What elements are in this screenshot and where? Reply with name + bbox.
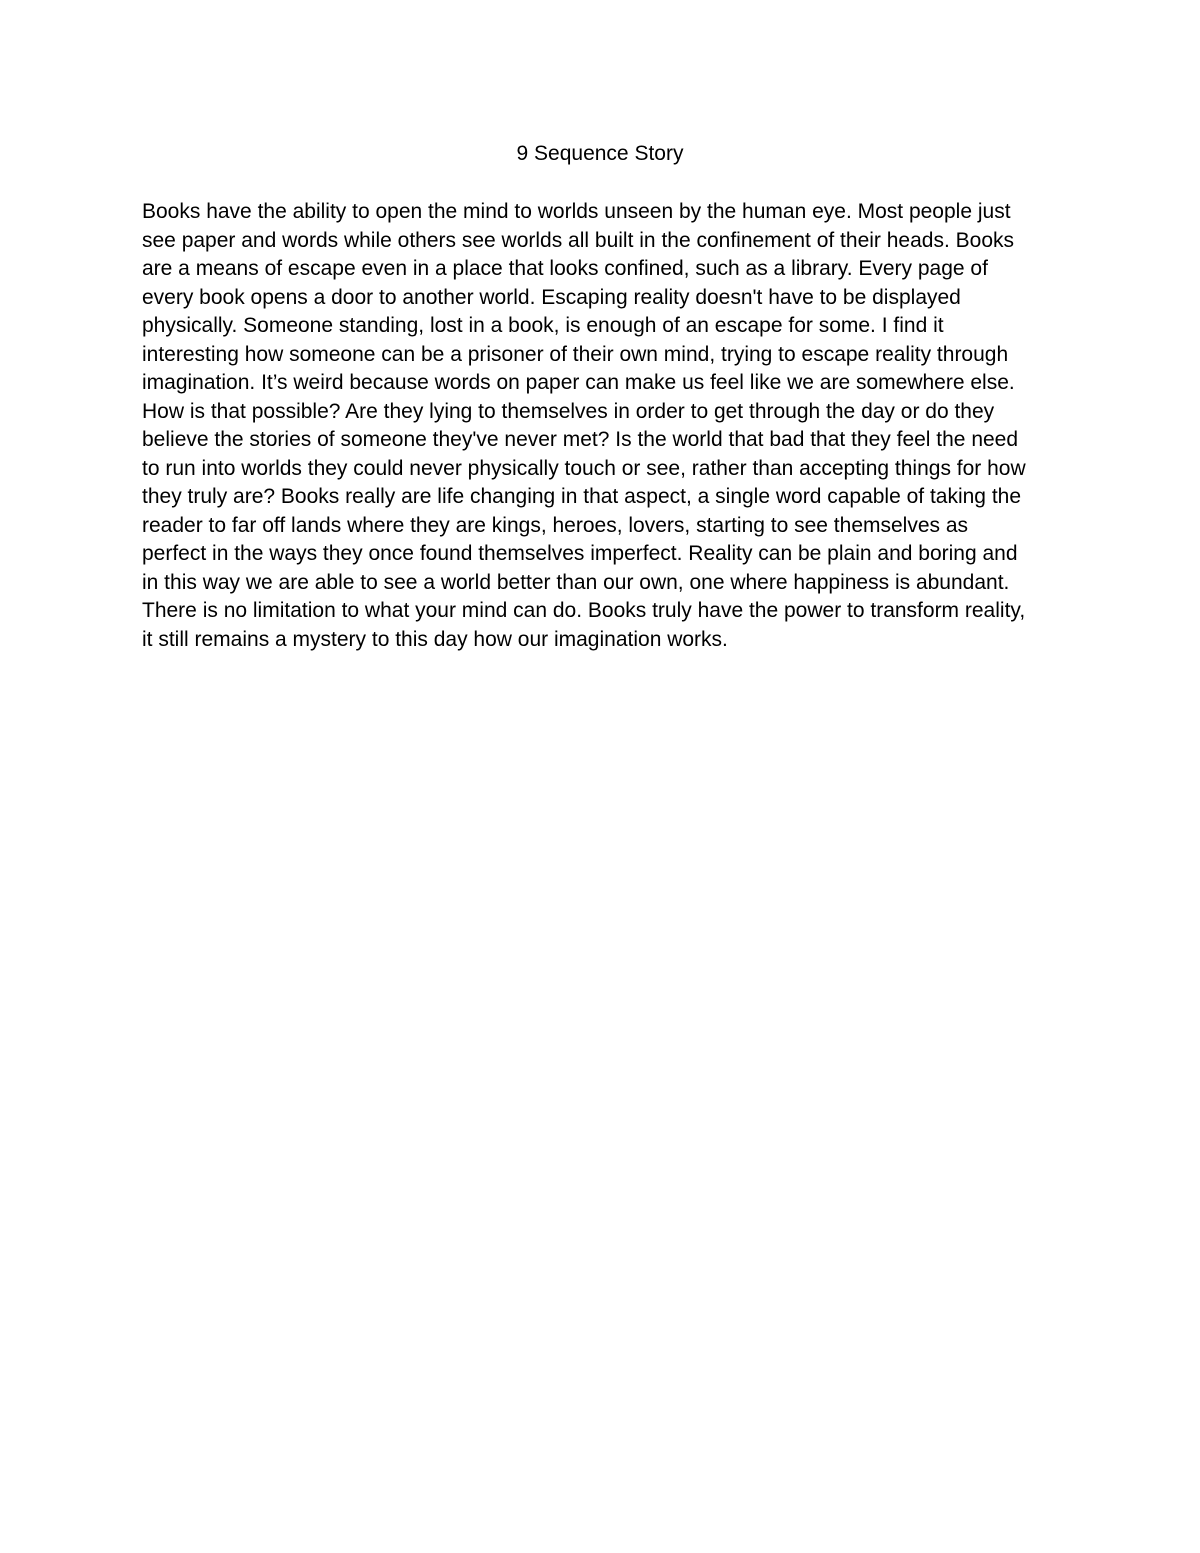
body-line: How is that possible? Are they lying to themselves in order to get through the day or do they [142, 399, 995, 423]
body-line: reader to far off lands where they are kings, heroes, lovers, starting to see themselves as [142, 513, 969, 537]
body-line: physically. Someone standing, lost in a book, is enough of an escape for some. I find it [142, 314, 944, 337]
body-line: perfect in the ways they once found themselves imperfect. Reality can be plain and boring and [142, 542, 1018, 565]
body-line: every book opens a door to another world. Escaping reality doesn't have to be displayed [142, 285, 961, 309]
document-title: 9 Sequence Story [516, 142, 684, 165]
body-line: it still remains a mystery to this day how our imagination works. [142, 627, 728, 651]
body-line: There is no limitation to what your mind can do. Books truly have the power to transform reality, [142, 599, 1026, 622]
body-line: Books have the ability to open the mind to worlds unseen by the human eye. Most people just [142, 200, 1011, 223]
body-line: in this way we are able to see a world better than our own, one where happiness is abundant. [142, 570, 1010, 594]
body-line: interesting how someone can be a prisoner of their own mind, trying to escape reality through [142, 342, 1009, 366]
body-line: to run into worlds they could never physically touch or see, rather than accepting things for how [142, 456, 1026, 480]
body-line: believe the stories of someone they've never met? Is the world that bad that they feel the need [142, 428, 1019, 451]
body-line: they truly are? Books really are life changing in that aspect, a single word capable of taking the [142, 485, 1022, 508]
body-line: see paper and words while others see worlds all built in the confinement of their heads. Books [142, 228, 1014, 252]
body-line: are a means of escape even in a place that looks confined, such as a library. Every page of [142, 257, 988, 280]
document-body [142, 198, 1142, 654]
body-line: imagination. It’s weird because words on paper can make us feel like we are somewhere else. [142, 371, 1015, 394]
